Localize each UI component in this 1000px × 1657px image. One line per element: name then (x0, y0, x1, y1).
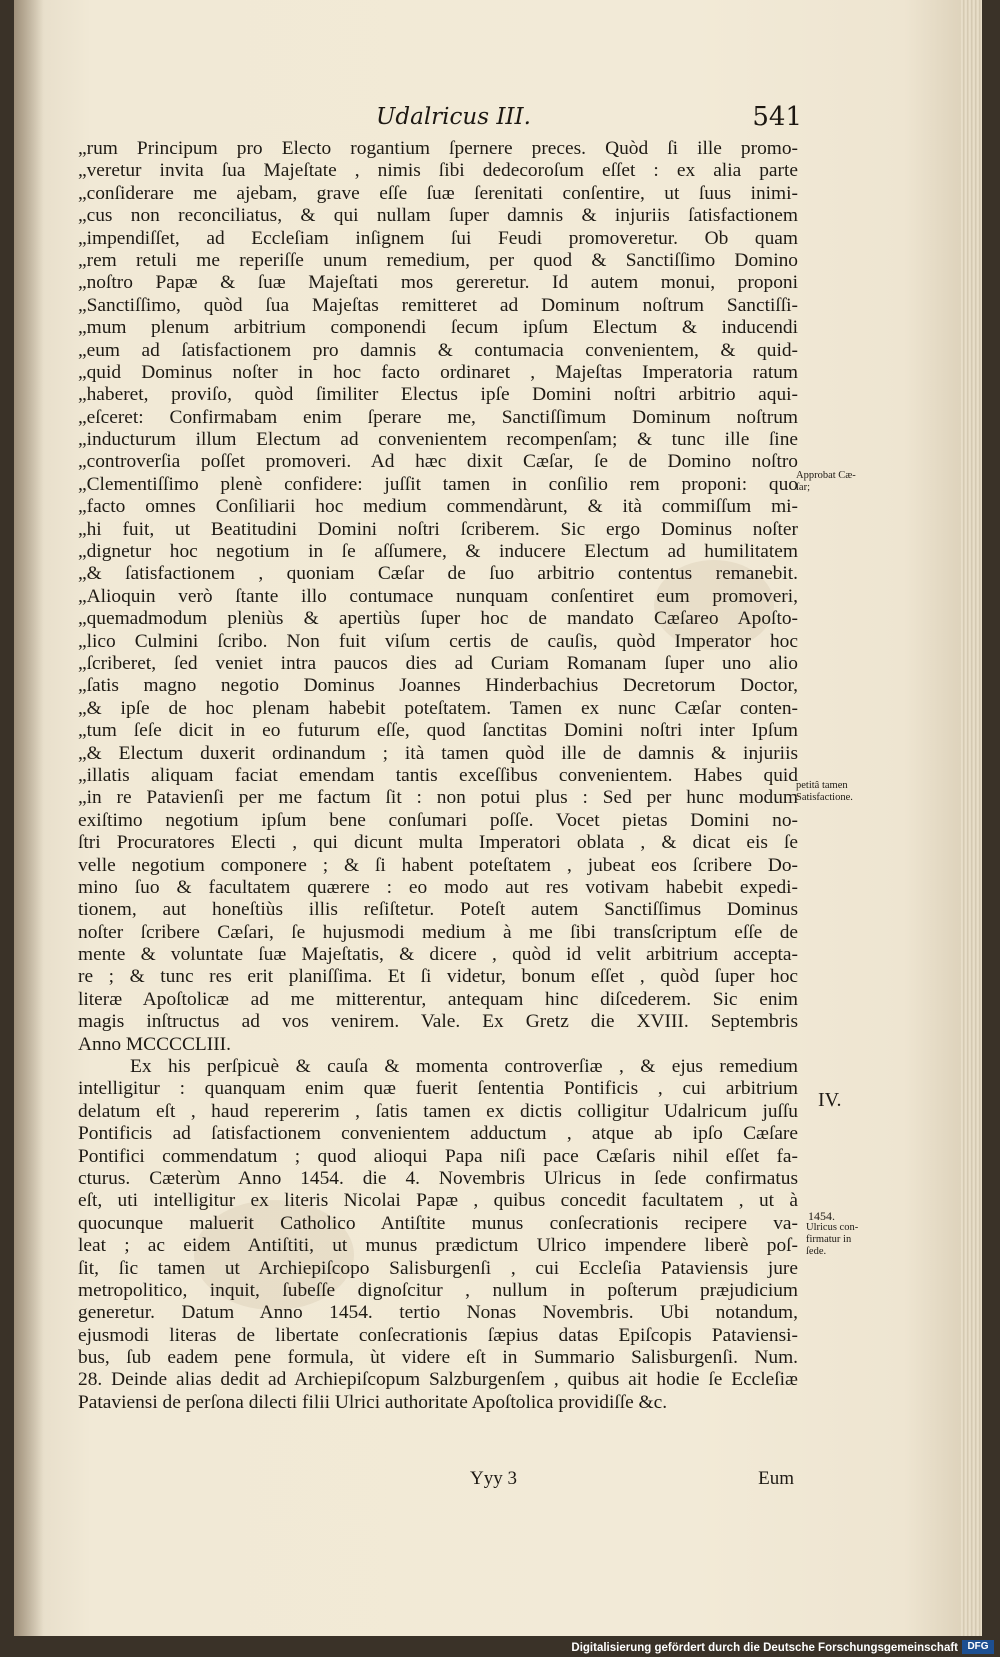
text-line: „ſcriberet, ſed veniet intra paucos dies ad Curiam Romanam ſuper uno alio (78, 652, 798, 674)
text-line: leat ; ac eidem Antiſtiti, ut munus prædictum Ulrico impendere liberè poſ- (78, 1235, 798, 1257)
text-line: „ſatis magno negotio Dominus Joannes Hinderbachius Decretorum Doctor, (78, 675, 798, 697)
text-line: ſtri Procuratores Electi , qui dicunt multa Imperatori oblata , & dicat eis ſe (78, 832, 798, 854)
text-line: Ex his perſpicuè & cauſa & momenta controverſiæ , & ejus remedium (130, 1056, 798, 1078)
text-line: „Alioquin verò ſtante illo contumace nunquam conſentiret eum promoveri, (78, 585, 798, 607)
text-line: cturus. Cæterùm Anno 1454. die 4. Novembris Ulricus in ſede confirmatus (78, 1167, 798, 1189)
text-line: metropolitico, inquit, ſubeſſe dignoſcitur , nullum in poſterum præjudicium (78, 1279, 798, 1301)
text-line: generetur. Datum Anno 1454. tertio Nonas Novembris. Ubi notandum, (78, 1302, 798, 1324)
catchword: Eum (758, 1468, 794, 1489)
book-page (14, 0, 982, 1636)
page-edge (960, 0, 982, 1636)
text-line: „cus non reconciliatus, & qui nullam ſuper damnis & injuriis ſatisfactionem (78, 205, 798, 227)
text-line: „Sanctiſſimo, quòd ſua Majeſtas remitteret ad Dominum noſtrum Sanctiſſi- (78, 294, 798, 316)
text-line: 28. Deinde alias dedit ad Archiepiſcopum Salzburgenſem , quibus ait hodie ſe Eccleſiæ Pataviensi de perſona dilecti filii Ulrici authoritate Apoſtolica providiſſe &c. (78, 1369, 798, 1413)
text-line: „quid Dominus noſter in hoc facto ordinaret , Majeſtas Imperatoria ratum (78, 361, 798, 383)
text-line: mente & voluntate ſuæ Majeſtatis, & dicere , quòd id velit arbitrium accepta- (78, 944, 798, 966)
page-footer (78, 1468, 798, 1492)
margin-note-line: Satisfactione. (796, 792, 853, 803)
margin-note-line: Approbat Cæ- (796, 470, 856, 481)
text-line: magis inſtructus ad vos venirem. Vale. Ex Gretz die XVIII. Septembris (78, 1011, 798, 1033)
text-line: „veretur invita ſua Majeſtate , nimis ſibi dedecoroſum eſſet : ex alia parte (78, 160, 798, 182)
margin-note-petita (796, 780, 853, 804)
section-numeral: IV. (818, 1089, 842, 1111)
text-line: ſit, ſic tamen ut Archiepiſcopo Salisburgenſi , cui Eccleſia Pataviensis jure (78, 1257, 798, 1279)
text-line: „rum Principum pro Electo rogantium ſpernere preces. Quòd ſi ille promo- (78, 138, 798, 159)
text-line: „noſtro Papæ & ſuæ Majeſtati mos gereretur. Id autem monui, proponi (78, 272, 798, 294)
body-text (78, 138, 798, 1414)
page-number: 541 (752, 102, 802, 132)
text-line: „haberet, proviſo, quòd ſimiliter Electus ipſe Domini noſtri arbitrio aqui- (78, 384, 798, 406)
text-line: mino ſuo & facultatem quærere : eo modo aut res votivam habebit expedi- (78, 876, 798, 898)
gutter-shadow (14, 0, 44, 1636)
text-line: bus, ſub eadem pene formula, ùt videre eſt in Summario Salisburgenſi. Num. (78, 1347, 798, 1369)
running-head: Udalricus III. (376, 104, 531, 130)
signature-mark: Yyy 3 (470, 1468, 517, 1489)
text-line: velle negotium componere ; & ſi habent poteſtatem , jubeat eos ſcribere Do- (78, 854, 798, 876)
digitization-credit: Digitalisierung gefördert durch die Deutsche Forschungsgemeinschaft (571, 1642, 958, 1654)
text-line: „& Electum duxerit ordinandum ; ità tamen quòd ille de damnis & injuriis (78, 742, 798, 764)
text-line: noſter ſcribere Cæſari, ſe hujusmodi medium à me ſibi transſcriptum eſſe de (78, 921, 798, 943)
page-header (76, 102, 802, 136)
text-line: „controverſia poſſet promoveri. Ad hæc dixit Cæſar, ſe de Domino noſtro (78, 451, 798, 473)
text-line: tionem, aut honeſtiùs illis reſiſtetur. Poteſt autem Sanctiſſimus Dominus (78, 899, 798, 921)
margin-note-year: 1454. (808, 1209, 835, 1223)
margin-note-ulricus (806, 1210, 858, 1258)
text-line: „rem retuli me reperiſſe unum remedium, per quod & Sanctiſſimo Domino (78, 249, 798, 271)
text-line: Anno MCCCCLIII. (78, 1033, 231, 1055)
margin-note-line: Ulricus con- (806, 1222, 859, 1233)
text-line: „eſceret: Confirmabam enim ſperare me, Sanctiſſimum Dominum noſtrum (78, 406, 798, 428)
text-line: „& ſatisfactionem , quoniam Cæſar de ſuo arbitrio contentus remanebit. (78, 563, 798, 585)
text-line: „hi fuit, ut Beatitudini Domini noſtri ſcriberem. Sic ergo Dominus noſter (78, 518, 798, 540)
text-line: „impendiſſet, ad Eccleſiam inſignem ſui Feudi promoveretur. Ob quam (78, 227, 798, 249)
margin-note-line: ſar; (796, 482, 810, 493)
margin-note-line: petitâ tamen (796, 780, 848, 791)
text-line: „inducturum illum Electum ad convenientem recompenſam; & tunc ille ſine (78, 429, 798, 451)
text-line: literæ Apoſtolicæ ad me mitterentur, antequam hinc diſcederem. Sic enim (78, 988, 798, 1010)
dfg-logo: DFG (962, 1640, 994, 1654)
text-line: „quemadmodum pleniùs & apertiùs ſuper hoc de mandato Cæſareo Apoſto- (78, 608, 798, 630)
margin-note-line: ſede. (806, 1246, 827, 1257)
text-line: „facto omnes Conſiliarii hoc medium commendàrunt, & ità commiſſum mi- (78, 496, 798, 518)
text-line: re ; & tunc res erit planiſſima. Et ſi videtur, bonum eſſet , quòd ſuper hoc (78, 966, 798, 988)
text-line: „& ipſe de hoc plenam habebit poteſtatem. Tamen ex nunc Cæſar conten- (78, 697, 798, 719)
text-line: „eum ad ſatisfactionem pro damnis & contumacia convenientem, & quid- (78, 339, 798, 361)
digitization-bar (0, 1636, 1000, 1657)
text-line: „lico Culmini ſcribo. Non fuit viſum certis de cauſis, quòd Imperator hoc (78, 630, 798, 652)
text-line: „in re Patavienſi per me factum ſit : non potui plus : Sed per hunc modum (78, 787, 798, 809)
text-line: exiſtimo negotium ipſum bene conſumari poſſe. Vocet pietas Domini no- (78, 809, 798, 831)
text-line: quocunque maluerit Catholico Antiſtite munus conſecrationis recipere va- (78, 1212, 798, 1234)
text-line: intelligitur : quanquam enim quæ fuerit ſententia Pontificis , cui arbitrium (78, 1078, 798, 1100)
text-line: delatum eſt , haud repererim , ſatis tamen ex dictis colligitur Udalricum juſſu (78, 1100, 798, 1122)
text-line: „Clementiſſimo plenè confidere: juſſit tamen in conſilio rem proponi: quo (78, 473, 798, 495)
text-line: Pontificis ad ſatisfactionem convenientem adductum , atque ab ipſo Cæſare (78, 1123, 798, 1145)
text-line: „conſiderare me ajebam, grave eſſe ſuæ ſerenitati conſentire, ut ſuus inimi- (78, 182, 798, 204)
text-line: „illatis aliquam faciat emendam tantis exceſſibus convenientem. Habes quid (78, 764, 798, 786)
text-line: eſt, uti intelligitur ex literis Nicolai Papæ , quibus concedit facultatem , ut à (78, 1190, 798, 1212)
text-line: ejusmodi literas de libertate conſecrationis ſæpius datas Epiſcopis Pataviensi- (78, 1324, 798, 1346)
margin-note-line: firmatur in (806, 1234, 852, 1245)
margin-note-approbat (796, 470, 856, 494)
text-line: „tum ſeſe dicit in eo futurum eſſe, quod ſanctitas Domini noſtri inter Ipſum (78, 720, 798, 742)
text-line: „dignetur hoc negotium in ſe aſſumere, & inducere Electum ad humilitatem (78, 541, 798, 563)
text-line: „mum plenum arbitrium componendi ſecum ipſum Electum & inducendi (78, 317, 798, 339)
text-line: Pontifici commendatum ; quod alioqui Papa niſi pace Cæſaris nihil eſſet fa- (78, 1145, 798, 1167)
